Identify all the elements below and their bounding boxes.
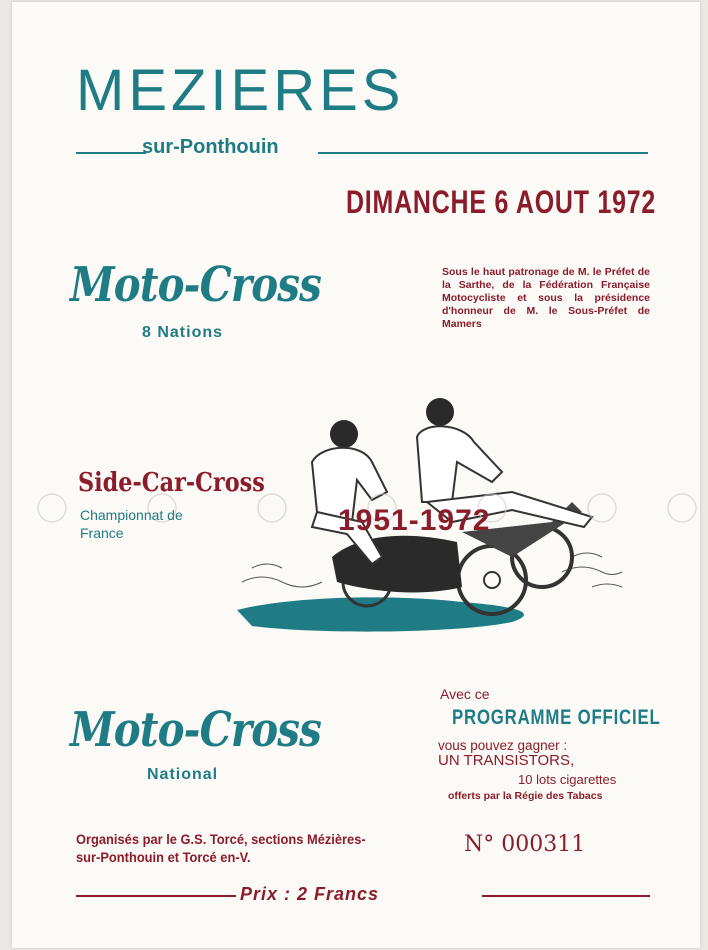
programme-intro: Avec ce <box>440 686 490 702</box>
patronage-text: Sous le haut patronage de M. le Préfet de la Sarthe, de la Fédération Française Motocycliste et sous la présidence d'honneur de M. le Sous-Préfet de Mamers <box>442 266 650 330</box>
divider-right <box>318 152 648 154</box>
price-text: Prix : 2 Francs <box>240 884 380 904</box>
motocross-national-title: Moto-Cross <box>70 702 322 758</box>
motocross-8-nations-title: Moto-Cross <box>70 257 322 313</box>
town-title: MEZIERES <box>76 58 405 123</box>
price-rule-right <box>482 895 650 897</box>
programme-line-1: vous pouvez gagner : <box>438 738 568 753</box>
sidecar-cross-subtitle: Championnat de France <box>80 507 183 541</box>
price-rule-left <box>76 895 236 897</box>
town-subtitle: sur-Ponthouin <box>142 136 279 158</box>
programme-line-4: offerts par la Régie des Tabacs <box>448 790 603 802</box>
organizer-text: Organisés par le G.S. Torcé, sections Mézières-sur-Ponthouin et Torcé en-V. <box>76 831 366 865</box>
event-date: DIMANCHE 6 AOUT 1972 <box>346 184 657 220</box>
programme-title: PROGRAMME OFFICIEL <box>452 706 661 729</box>
programme-line-3: 10 lots cigarettes <box>518 772 617 787</box>
programme-cover <box>12 2 700 948</box>
motocross-8-nations-subtitle: 8 Nations <box>142 324 224 341</box>
programme-line-2: UN TRANSISTORS, <box>438 752 575 769</box>
sidecar-years: 1951-1972 <box>338 504 491 537</box>
sidecar-cross-title: Side-Car-Cross <box>78 468 265 498</box>
divider-left <box>76 152 146 154</box>
motocross-national-subtitle: National <box>147 766 219 783</box>
programme-number: N° 000311 <box>464 832 586 857</box>
